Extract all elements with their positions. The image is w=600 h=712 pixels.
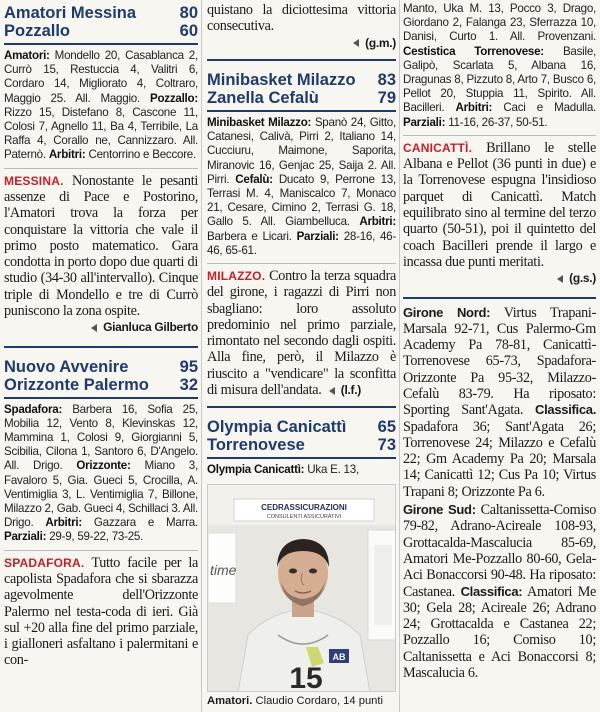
photo-caption [207,694,396,708]
partials-label: Parziali: [296,229,339,243]
column-middle [207,0,396,712]
svg-text:AB: AB [332,651,346,662]
article-text: quistano la diciottesima vittoria consecutiva. [207,2,396,35]
home-team: Nuovo Avvenire [4,357,129,376]
caption-label: Amatori. [207,694,253,707]
partials-text: 11-16, 26-37, 50-51. [448,115,548,129]
score-header-milazzo-cefalu [207,59,396,112]
article-byline: (g.m.) [207,35,396,51]
lineup-text: Manto, Uka M. 13, Pocco 3, Drago, Giordano 2, Falanga 23, Sferrazza 10, Danisi, Curto 1. All. Provenzani. [403,2,596,44]
standings-label: Classifica: [460,583,523,599]
divider [403,135,596,136]
girone-label: Girone Sud: [403,502,476,518]
team-label: Pozzallo: [149,91,198,105]
article-milazzo [207,268,396,398]
arrow-icon [353,39,359,47]
partials-label: Parziali: [4,530,47,544]
column-left [4,0,198,712]
referees-text: Barbera e Licari. [207,229,292,243]
home-team: Minibasket Milazzo [207,70,356,89]
article-kicker: MESSINA. [4,173,64,188]
article-continuation [207,0,396,51]
article-text: Tutto facile per la capolista Spadafora che si sbarazza agevolmente dell'Orizzonte Palermo nel testa-coda di ieri. Già sul +20 alla fine del primo parziale, i gialloneri asfaltano i palermitani e con- [4,554,198,669]
partials-label: Parziali: [403,115,446,129]
referees-text: Caci e Madulla. [503,101,596,115]
arrow-icon [91,324,97,332]
article-byline: Gianluca Gilberto [4,319,198,335]
article-kicker: SPADAFORA. [4,555,85,570]
home-score: 83 [377,70,396,89]
away-team: Zanella Cefalù [207,88,319,107]
away-score: 79 [377,88,396,107]
divider [207,263,396,264]
column-divider [399,0,400,712]
results-text: Virtus Trapani-Marsala 92-71, Cus Palermo-Gm Academy Pa 78-81, Canicattì-Torrenovese 65-73, Spadafora-Orizzonte Pa 95-32, Milazzo-Cefalù 83-79. Ha riposato: Sporting Sant'Agata. [403,304,596,419]
team-label: Olympia Canicattì: [207,463,305,477]
results-text: Caltanissetta-Comiso 79-82, Adrano-Acireale 108-93, Grottacalda-Mascalucia 85-69, Amatori Me-Pozzallo 80-60, Gela-Aci Bonaccorsi 90-48. [403,502,596,584]
divider [4,168,198,169]
standings-label: Classifica. [535,402,596,418]
article-byline: (l.f.) [325,383,361,397]
svg-text:CEDRASSICURAZIONI: CEDRASSICURAZIONI [261,502,347,512]
player-photo-image [208,485,396,692]
referees-label: Arbitri: [455,101,493,115]
lineup-text: Uka E. 13, [307,463,359,477]
home-team: Amatori Messina [4,4,137,22]
rest-text: Ha riposato: Castanea. [403,567,596,600]
arrow-icon [557,275,563,283]
article-kicker: MILAZZO. [207,268,266,283]
lineup-text: Ducato 9, Perrone 13, Terrasi M. 4, Maniscalco 7, Monaco 21, Cesare, Cimino 2, Terrasi G. 18, Gallo 5. All. Giambelluca. [207,172,396,229]
girone-nord [403,305,596,501]
girone-sud [403,502,596,681]
svg-text:CONSULENTI ASSICURATIVI: CONSULENTI ASSICURATIVI [266,513,342,520]
caption-text: Claudio Cordaro, 14 punti [255,694,383,707]
article-canicatti [403,140,596,287]
lineup-text: Spanò 24, Gitto, Catanesi, Calivà, Pirri 2, Italiano 14, Cucciuru, Maimone, Saporita, Miranovic 16, Genjac 25, Saija 2. All. Pirri. [207,115,396,186]
article-text: Brillano le stelle Albana e Pellot (36 punti in due) e la Torrenovese espugna l'insidioso parquet di Canicattì. Match equilibrato sino al termine del terzo quarto (50-51), poi il quintetto del coach Bacilleri prende il largo e incassa due punti meritati. [403,139,596,270]
divider [4,550,198,551]
column-divider [201,0,202,712]
away-team: Torrenovese [207,436,305,455]
home-score: 95 [179,357,198,376]
column-right [403,0,596,712]
team-label: Cefalù: [235,172,273,186]
team-label: Spadafora: [4,402,63,416]
svg-text:15: 15 [289,661,323,692]
lineup-text: Miano 3, Favaloro 5, Gia. Gueci 5, Crocilla, A. Ventimiglia 3, L. Ventimiglia 7, Billone, Milazzo 2, Gab. Gueci 4, Schillaci 3. All. Drigo. [4,459,198,530]
away-score: 73 [377,436,396,455]
svg-text:time: time [210,561,237,578]
team-label: Orizzonte: [76,459,131,473]
lineups-box [4,49,198,163]
article-byline: (g.s.) [403,270,596,286]
lineups-box [207,116,396,258]
score-header-avvenire-orizzonte [4,346,198,399]
standings-box [403,297,596,682]
score-header-amatori-pozzallo [4,0,198,45]
lineup-text: Barbera 16, Sofia 25, Mobilia 12, Vento 8, Klevinskas 12, Mammina 1, Colosi 9, Giorgianni 5, Scibilia, Cilona 1, Santoro 6, D'Angelo. All. Drigo. [4,402,198,473]
team-label: Amatori: [4,49,50,62]
away-team: Orizzonte Palermo [4,375,149,394]
lineup-text: Basile, Galipò, Scarlata 5, Albana 16, Dragunas 8, Pizzuto 8, Arto 7, Busco 6, Pellot 20, Stuppia 11, Spirito. All. Bacilleri. [403,44,596,115]
partials-text: 29-9, 59-22, 73-25. [49,530,144,544]
referees-text: Gazzara e Marra. [93,516,198,530]
home-team: Olympia Canicattì [207,418,347,437]
referees-label: Arbitri: [45,516,82,530]
away-team: Pozzallo [4,22,71,40]
home-score: 65 [377,418,396,437]
referees-label: Arbitri: [359,215,396,229]
away-score: 60 [179,22,198,40]
girone-label: Girone Nord: [403,304,491,320]
partials-text: 28-16, 46-46, 65-61. [207,229,396,257]
team-label: Cestistica Torrenovese: [403,44,544,58]
article-spadafora [4,555,198,669]
team-label: Minibasket Milazzo: [207,115,312,129]
lineups-box [207,463,396,477]
referees-label: Arbitri: [48,148,86,162]
player-photo [207,484,396,692]
lineups-box [4,403,198,545]
referees-text: Centorrino e Beccore. [88,148,196,162]
article-text: Contro la terza squadra del girone, i ragazzi di Pirri non sbagliano: loro assoluto predominio nel primo parziale, rimontato nel secondo dagli ospiti. Alla fine, però, il Milazzo è riuscito a "vendicare" la sconfitta di misura dell'andata. [207,267,396,398]
article-kicker: CANICATTÌ. [403,140,473,155]
home-score: 80 [179,4,198,22]
standings-text: Amatori Me 30; Gela 28; Acireale 26; Adrano 24; Grottacalda e Castanea 22; Pozzallo 16; Comiso 10; Caltanissetta e Aci Bonaccorsi 8; Mascalucia 6. [403,583,596,682]
away-score: 32 [179,375,198,394]
standings-text: Spadafora 36; Sant'Agata 26; Torrenovese 24; Milazzo e Cefalù 22; Gm Academy Pa 20; Marsala 14; Canicattì 12; Cus Pa 10; Virtus Trapani 8; Orizzonte Pa 6. [403,418,596,500]
lineups-box [403,0,596,130]
lineup-text: Mondello 20, Casablanca 2, Currò 15, Restuccia 4, Valitri 6, Cordaro 14, Migliorato 4, Coltraro, Maggio 25. All. Maggio. [4,49,198,105]
arrow-icon [329,387,335,395]
article-messina [4,173,198,336]
lineup-text: Rizzo 15, Distefano 8, Cascone 11, Colosi 7, Agnello 11, Ba 4, Terribile, La Raffa 4, Corallo ne, Cannizzaro. All. Paternò. [4,105,198,162]
article-text: Nonostante le pesanti assenze di Pace e Postorino, l'Amatori trova la forza per conquistare la vittoria che vale il primo posto matematico. Gara condotta in porto dopo due quarti di studio (34-30 all'intervallo). Cinque triple di Mondello e tre di Currò puniscono la zona ospite. [4,172,198,319]
score-header-canicatti-torrenovese [207,406,396,459]
